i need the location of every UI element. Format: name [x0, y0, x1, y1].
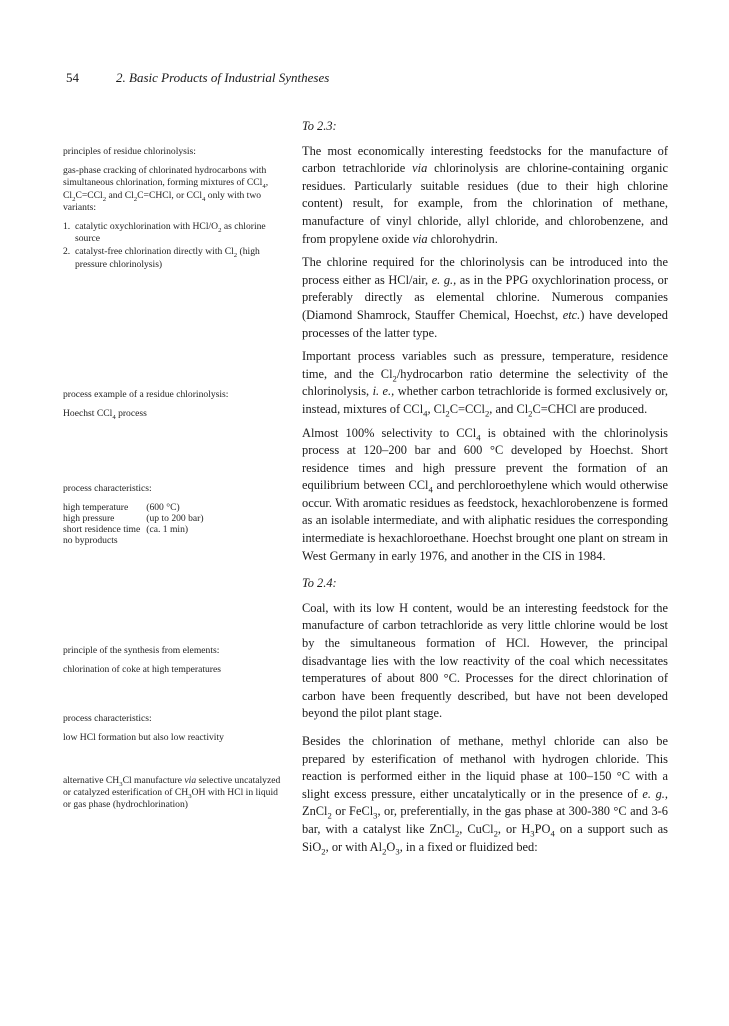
- sidebar-heading: process characteristics:: [63, 483, 152, 494]
- sidebar-heading: process example of a residue chlorinolysis:: [63, 389, 229, 400]
- table-row: [63, 513, 204, 524]
- sidebar-residue-chlorinolysis: [63, 146, 281, 272]
- sidebar-alternative-manufacture: [63, 775, 281, 819]
- chapter-title: 2. Basic Products of Industrial Syntheses: [116, 70, 330, 85]
- table-cell: short residence time: [63, 524, 141, 536]
- sidebar-heading: principles of residue chlorinolysis:: [63, 146, 196, 157]
- table-row: [63, 502, 204, 513]
- sidebar-text: chlorination of coke at high temperatures: [63, 664, 221, 676]
- list-item-text: catalytic oxychlorination with HCl/$O_2$ as chlorine source: [75, 221, 266, 245]
- table-cell: [146, 535, 203, 546]
- running-header: [66, 70, 329, 86]
- table-cell: (up to 200 bar): [146, 513, 204, 525]
- list-number: 1.: [63, 221, 71, 233]
- paragraph: Important process variables such as pressure, temperature, residence time, and the $Cl_2$/hydrocarbon ratio determine the selectivity of the chlorinolysis, i. e., whether carbon tetrachloride is formed exclusively or, instead, mixtures of CCl$_4$, $Cl_2C=CCl_2$, and $Cl_2C=CHCl$ are produced.: [302, 349, 668, 419]
- main-column: [302, 118, 668, 862]
- section-heading-2-4: To 2.4:: [302, 576, 337, 591]
- list-item: [63, 246, 281, 270]
- paragraph: The chlorine required for the chlorinolysis can be introduced into the process either as HCl/air, e. g., as in the PPG oxychlorination process, or preferably directly as elemental chlorine. Numerous companies (Diamond Shamrock, Stauffer Chemical, Hoechst, etc.) have developed processes of the latter type.: [302, 255, 668, 340]
- sidebar-text: gas-phase cracking of chlorinated hydrocarbons with simultaneous chlorination, forming mixtures of CCl$_4$, $Cl_2C=CCl_2$ and $Cl_2C=CHCl$, or CCl$_4$ only with two variants:: [63, 165, 269, 213]
- paragraph: Besides the chlorination of methane, methyl chloride can also be prepared by esterification of methanol with hydrogen chloride. This reaction is performed either in the liquid phase at 100–150 °C with a slight excess pressure, either uncatalytically or in the presence of e. g., ZnCl$_2$ or FeCl$_3$, or, preferentially, in the gas phase at 300-380 °C and 3-6 bar, with a catalyst like ZnCl$_2$, CuCl$_2$, or $H_3PO_4$ on a support such as SiO$_2$, or with $Al_2O_3$, in a fixed or fluidized bed:: [302, 734, 668, 857]
- page-number: 54: [66, 70, 79, 85]
- sidebar-heading: process characteristics:: [63, 713, 152, 724]
- table-cell: (ca. 1 min): [146, 524, 189, 536]
- table-cell: no byproducts: [63, 535, 118, 547]
- variant-list: [63, 221, 281, 271]
- table-cell: (600 °C): [146, 502, 180, 514]
- sidebar-process-characteristics: [63, 483, 281, 546]
- table-cell: high pressure: [63, 513, 115, 525]
- list-number: 2.: [63, 246, 71, 258]
- paragraph: Almost 100% selectivity to CCl$_4$ is obtained with the chlorinolysis process at 120–200 bar and 600 °C developed by Hoechst. Short residence times and high pressure prevent the formation of an equilibrium between CCl$_4$ and perchloroethylene which would otherwise occur. With aromatic residues as feedstock, hexachlorobenzene is formed as an isolable intermediate, and with aliphatic residues the corresponding intermediate is hexachloroethane. Hoechst brought one plant on stream in West Germany in early 1976, and another in the CIS in 1984.: [302, 425, 668, 563]
- paragraph: The most economically interesting feedstocks for the manufacture of carbon tetrachloride via chlorinolysis are chlorine-containing organic residues. Particularly suitable residues (due to their high chlorine content) result, for example, from the chlorination of methane, manufacture of vinyl chloride, allyl chloride, and chlorobenzene, and from propylene oxide via chlorohydrin.: [302, 143, 668, 246]
- sidebar-text: Hoechst CCl$_4$ process: [63, 408, 147, 422]
- table-cell: high temperature: [63, 502, 129, 514]
- sidebar-process-characteristics-2: [63, 713, 281, 751]
- section-heading-2-3: To 2.3:: [302, 119, 337, 133]
- sidebar-heading: principle of the synthesis from elements:: [63, 645, 220, 656]
- sidebar-synthesis-from-elements: [63, 645, 281, 683]
- list-item: [63, 221, 281, 245]
- paragraph: Coal, with its low H content, would be an interesting feedstock for the manufacture of carbon tetrachloride as very little chlorine would be lost by the simultaneous formation of HCl. However, the principal disadvantage lies with the low reactivity of the coal which necessitates temperatures of about 800 °C. Processes for the direct chlorination of carbon have been frequently described, but have not been developed beyond the pilot plant stage.: [302, 600, 668, 721]
- sidebar-text: alternative $CH_3Cl$ manufacture via selective uncatalyzed or catalyzed esterification of $CH_3OH$ with HCl in liquid or gas phase (hydrochlorination): [63, 775, 281, 811]
- characteristics-table: [63, 502, 204, 546]
- sidebar-process-example: [63, 389, 281, 427]
- list-item-text: catalyst-free chlorination directly with $Cl_2$ (high pressure chlorinolysis): [75, 246, 260, 270]
- table-row: [63, 535, 204, 546]
- sidebar-text: low HCl formation but also low reactivity: [63, 732, 224, 744]
- table-row: [63, 524, 204, 535]
